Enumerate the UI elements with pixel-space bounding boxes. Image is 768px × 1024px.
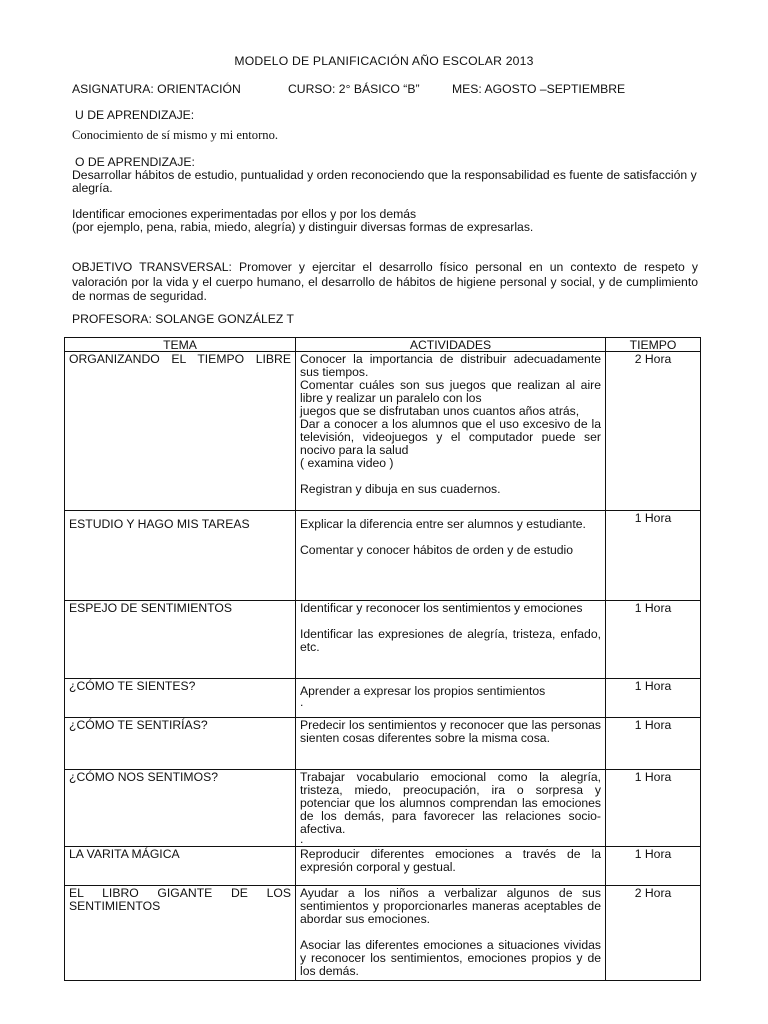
row-actividades [296,601,606,679]
actividad-text: Asociar las diferentes emociones a situaciones vividas y reconocer los sentimientos, emociones propios y de los demás. [300,938,601,978]
actividad-text: . [300,695,304,709]
row-actividades [296,352,606,511]
row-actividades [296,679,606,718]
actividad-text: Explicar la diferencia entre ser alumnos y estudiante. [300,517,586,531]
row-tiempo: 1 Hora [606,511,701,601]
curso-label: CURSO: 2° BÁSICO “B” [288,82,420,96]
header-tiempo: TIEMPO [606,338,701,352]
row-tiempo: 1 Hora [606,679,701,718]
table-row [65,511,701,601]
row-tema-text: ESTUDIO Y HAGO MIS TAREAS [69,517,250,531]
unidad-value: Conocimiento de sí mismo y mi entorno. [72,128,279,142]
table-row [65,601,701,679]
row-tema: ¿CÓMO NOS SENTIMOS? [65,770,296,847]
objetivo-label: O DE APRENDIZAJE: [75,155,195,169]
document-title: MODELO DE PLANIFICACIÓN AÑO ESCOLAR 2013 [234,54,534,68]
planning-table [64,337,701,981]
actividad-text: Identificar las expresiones de alegría, tristeza, enfado, etc. [300,627,601,654]
row-tema [65,511,296,601]
header-actividades: ACTIVIDADES [296,338,606,352]
actividad-text: . [300,832,304,846]
row-tiempo: 1 Hora [606,601,701,679]
row-tema: EL LIBRO GIGANTE DE LOS SENTIMIENTOS [65,886,296,981]
actividad-text: Trabajar vocabulario emocional como la alegría, tristeza, miedo, preocupación, ira o sorpresa y potenciar que los alumnos comprendan las emociones de los demás, para favorecer las relaciones socio-afectiva. [300,770,601,836]
profesora-label: PROFESORA: SOLANGE GONZÁLEZ T [72,312,294,326]
row-tiempo: 2 Hora [606,886,701,981]
row-tema: ¿CÓMO TE SENTIRÍAS? [65,718,296,770]
asignatura-label: ASIGNATURA: ORIENTACIÓN [72,82,241,96]
actividad-text: Ayudar a los niños a verbalizar algunos de sus sentimientos y proporcionarles maneras aceptables de abordar sus emociones. [300,886,601,926]
actividad-text: Dar a conocer a los alumnos que el uso excesivo de la televisión, videojuegos y el computador puede ser nocivo para la salud [300,417,601,457]
objetivo-text-2a: Identificar emociones experimentadas por ellos y por los demás [72,207,417,221]
table-row [65,847,701,886]
actividad-text: Comentar cuáles son sus juegos que realizan al aire libre y realizar un paralelo con los [300,378,601,405]
actividad-text: juegos que se disfrutaban unos cuantos años atrás, [300,404,580,418]
actividad-text: Aprender a expresar los propios sentimientos [300,684,546,698]
row-tiempo: 1 Hora [606,847,701,886]
row-actividades [296,511,606,601]
header-tema: TEMA [65,338,296,352]
unidad-label: U DE APRENDIZAJE: [75,108,195,122]
row-tiempo: 1 Hora [606,770,701,847]
row-tiempo: 1 Hora [606,718,701,770]
row-actividades [296,886,606,981]
table-row [65,718,701,770]
table-header-row [65,338,701,352]
actividad-text: Conocer la importancia de distribuir adecuadamente sus tiempos. [300,352,601,379]
row-actividades: Reproducir diferentes emociones a través de la expresión corporal y gestual. [296,847,606,886]
mes-label: MES: AGOSTO –SEPTIEMBRE [452,82,626,96]
table-row [65,679,701,718]
actividad-text: Identificar y reconocer los sentimientos y emociones [300,601,583,615]
table-row [65,770,701,847]
row-tema: ORGANIZANDO EL TIEMPO LIBRE [65,352,296,511]
row-tema: ¿CÓMO TE SIENTES? [65,679,296,718]
row-tema: LA VARITA MÁGICA [65,847,296,886]
row-tiempo: 2 Hora [606,352,701,511]
row-actividades: Predecir los sentimientos y reconocer que las personas sienten cosas diferentes sobre la misma cosa. [296,718,606,770]
objetivo-text-2b: (por ejemplo, pena, rabia, miedo, alegría) y distinguir diversas formas de expresarlas. [72,220,534,234]
row-tema: ESPEJO DE SENTIMIENTOS [65,601,296,679]
table-row [65,352,701,511]
objetivo-text-1: Desarrollar hábitos de estudio, puntualidad y orden reconociendo que la responsabilidad es fuente de satisfacción y alegría. [72,168,697,195]
actividad-text: Comentar y conocer hábitos de orden y de estudio [300,543,574,557]
row-actividades [296,770,606,847]
objetivo-transversal: OBJETIVO TRANSVERSAL: Promover y ejercitar el desarrollo físico personal en un contexto de respeto y valoración por la vida y el cuerpo humano, el desarrollo de hábitos de higiene personal y social, y de cumplimiento de normas de seguridad. [72,260,698,303]
table-row [65,886,701,981]
actividad-text: Registran y dibuja en sus cuadernos. [300,482,501,496]
actividad-text: ( examina video ) [300,456,394,470]
